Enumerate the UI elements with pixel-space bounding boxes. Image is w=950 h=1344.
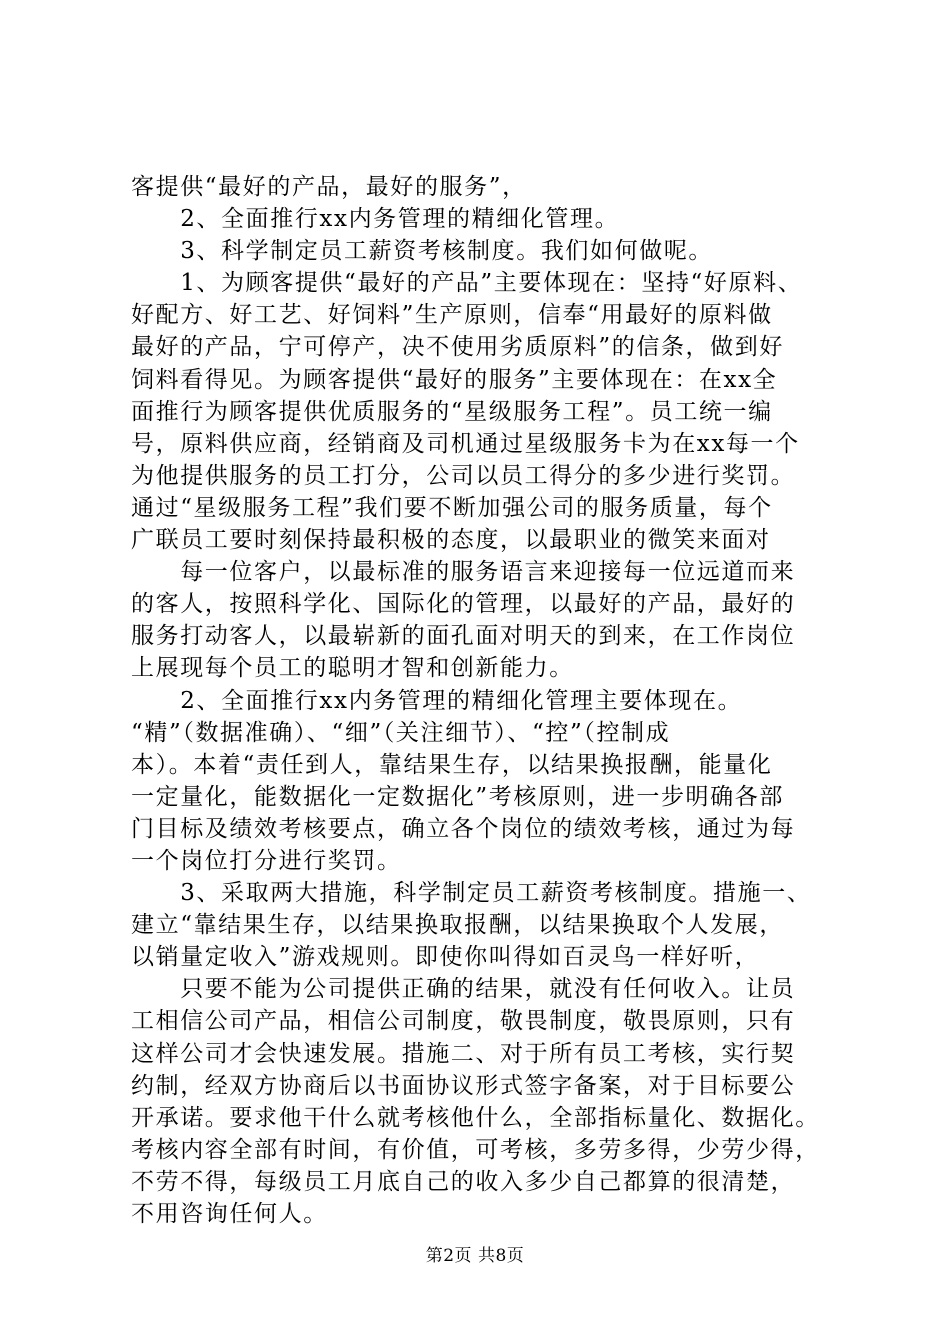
text-line: 考核内容全部有时间，有价值，可考核，多劳多得，少劳少得， xyxy=(131,1136,820,1163)
text-line: 好配方、好工艺、好饲料”生产原则，信奉“用最好的原料做 xyxy=(131,302,773,329)
text-line: 通过“星级服务工程”我们要不断加强公司的服务质量，每个 xyxy=(131,494,773,521)
text-line: 本）。本着“责任到人，靠结果生存，以结果换报酬，能量化 xyxy=(131,751,773,778)
text-line: 不劳不得，每级员工月底自己的收入多少自己都算的很清楚， xyxy=(131,1168,796,1195)
text-line: 号，原料供应商，经销商及司机通过星级服务卡为在xx每一个 xyxy=(131,430,800,457)
text-line: 这样公司才会快速发展。措施二、对于所有员工考核，实行契 xyxy=(131,1040,796,1067)
text-line: 3、科学制定员工薪资考核制度。我们如何做呢。 xyxy=(131,238,714,265)
text-line: 1、为顾客提供“最好的产品”主要体现在：坚持“好原料、 xyxy=(131,270,803,297)
text-line: 饲料看得见。为顾客提供“最好的服务”主要体现在：在xx全 xyxy=(131,366,778,393)
text-line: 开承诺。要求他干什么就考核他什么，全部指标量化、数据化。 xyxy=(131,1104,820,1131)
text-line: 3、采取两大措施，科学制定员工薪资考核制度。措施一、 xyxy=(131,880,812,907)
text-line: “精”（数据准确）、“细”（关注细节）、“控”（控制成 xyxy=(131,719,671,746)
text-line: 面推行为顾客提供优质服务的“星级服务工程”。员工统一编 xyxy=(131,398,773,425)
text-line: 2、全面推行xx内务管理的精细化管理主要体现在。 xyxy=(131,687,743,714)
text-line: 建立“靠结果生存，以结果换取报酬，以结果换取个人发展， xyxy=(131,912,784,939)
text-line: 2、全面推行xx内务管理的精细化管理。 xyxy=(131,206,620,233)
text-line: 不用咨询任何人。 xyxy=(131,1201,328,1227)
page-number: 第2页 共8页 xyxy=(425,1246,525,1266)
text-line: 门目标及绩效考核要点，确立各个岗位的绩效考核，通过为每 xyxy=(131,815,796,842)
document-body xyxy=(131,171,831,1230)
text-line: 每一位客户，以最标准的服务语言来迎接每一位远道而来 xyxy=(131,559,796,586)
text-line: 的客人，按照科学化、国际化的管理，以最好的产品，最好的 xyxy=(131,591,796,618)
page-footer xyxy=(0,1244,950,1268)
text-line: 只要不能为公司提供正确的结果，就没有任何收入。让员 xyxy=(131,976,796,1003)
text-line: 一定量化，能数据化一定数据化”考核原则，进一步明确各部 xyxy=(131,783,784,810)
text-line: 服务打动客人，以最崭新的面孔面对明天的到来，在工作岗位 xyxy=(131,623,796,650)
text-line: 最好的产品，宁可停产，决不使用劣质原料”的信条，做到好 xyxy=(131,334,784,361)
text-line: 客提供“最好的产品，最好的服务”， xyxy=(131,174,527,200)
text-line: 为他提供服务的员工打分，公司以员工得分的多少进行奖罚。 xyxy=(131,462,796,489)
text-line: 约制，经双方协商后以书面协议形式签字备案，对于目标要公 xyxy=(131,1072,796,1099)
text-line: 以销量定收入”游戏规则。即使你叫得如百灵鸟一样好听， xyxy=(131,944,760,971)
text-line: 一个岗位打分进行奖罚。 xyxy=(131,847,402,874)
text-line: 工相信公司产品，相信公司制度，敬畏制度，敬畏原则，只有 xyxy=(131,1008,796,1035)
text-line: 广联员工要时刻保持最积极的态度，以最职业的微笑来面对 xyxy=(131,527,771,554)
text-line: 上展现每个员工的聪明才智和创新能力。 xyxy=(131,655,574,682)
